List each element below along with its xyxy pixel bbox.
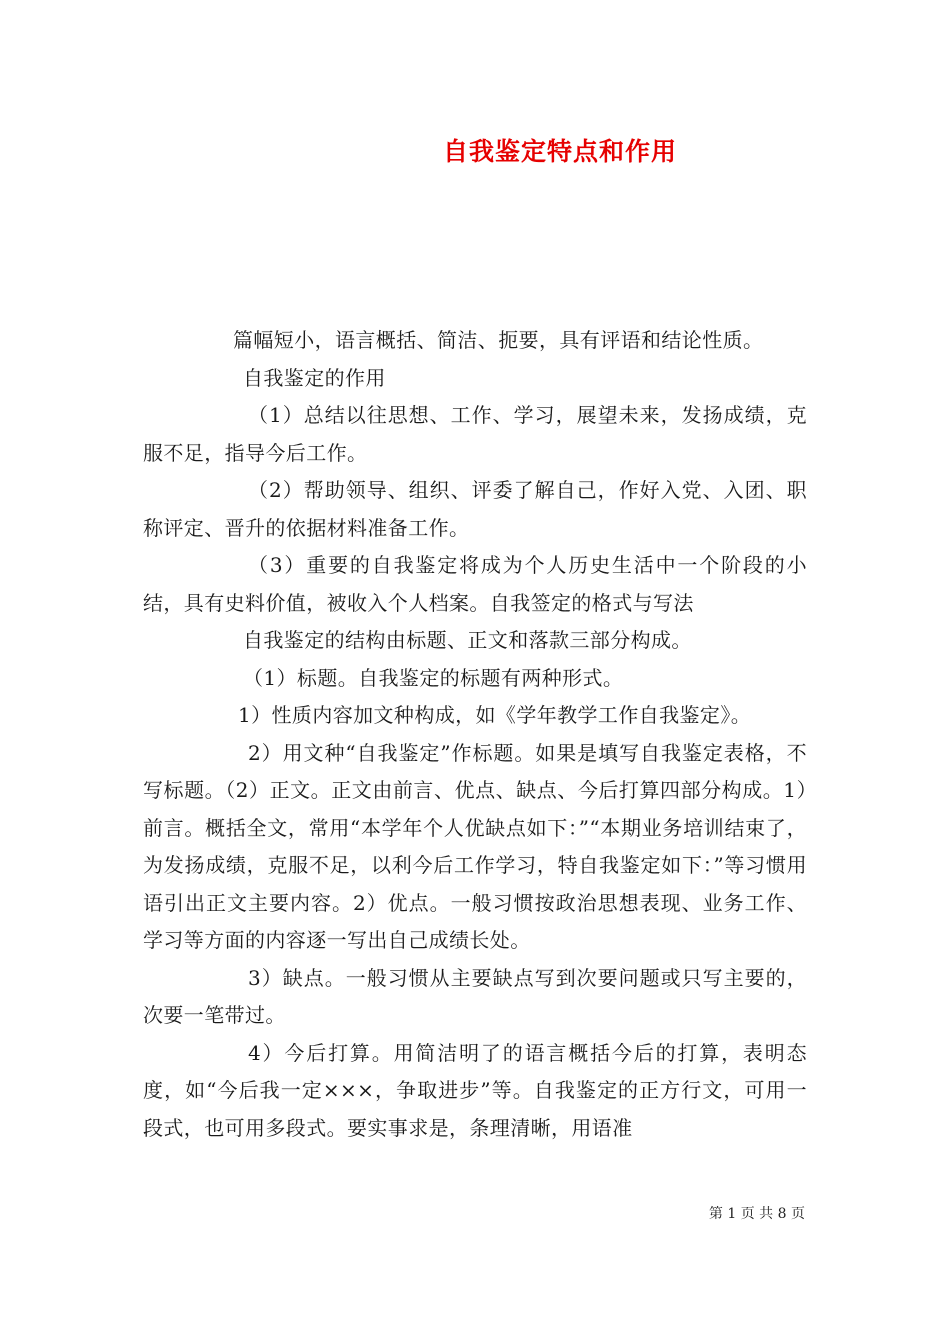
paragraph-future-plans: 4）今后打算。用简洁明了的语言概括今后的打算，表明态度，如“今后我一定×××，争取进步”等。自我鉴定的正方行文，可用一段式，也可用多段式。要实事求是，条理清晰，用语准 xyxy=(143,1040,807,1140)
paragraph-structure: 自我鉴定的结构由标题、正文和落款三部分构成。 xyxy=(243,628,692,652)
paragraph-title-form-1: 1）性质内容加文种构成，如《学年教学工作自我鉴定》。 xyxy=(238,703,752,727)
paragraph-title-form-2: 2）用文种“自我鉴定”作标题。如果是填写自我鉴定表格，不写标题。（2）正文。正文由前言、优点、缺点、今后打算四部分构成。1）前言。概括全文，常用“本学年个人优缺点如下：”“本期业务培训结束了，为发扬成绩，克服不足，以利今后工作学习，特自我鉴定如下：”等习惯用语引出正文主要内容。2）优点。一般习惯按政治思想表现、业务工作、学习等方面的内容逐一写出自己成绩长处。 xyxy=(143,740,807,952)
paragraph-purpose-3: （3）重要的自我鉴定将成为个人历史生活中一个阶段的小结，具有史料价值，被收入个人档案。自我签定的格式与写法 xyxy=(143,553,807,615)
paragraph-purpose-2: （2）帮助领导、组织、评委了解自己，作好入党、入团、职称评定、晋升的依据材料准备工作。 xyxy=(143,478,807,540)
page-number-footer: 第 1 页 共 8 页 xyxy=(708,1206,805,1222)
paragraph-weaknesses: 3）缺点。一般习惯从主要缺点写到次要问题或只写主要的，次要一笔带过。 xyxy=(143,965,807,1027)
paragraph-heading-purpose: 自我鉴定的作用 xyxy=(243,365,386,390)
paragraph-summary: 篇幅短小，语言概括、简洁、扼要，具有评语和结论性质。 xyxy=(233,328,764,352)
document-title: 自我鉴定特点和作用 xyxy=(442,137,677,166)
paragraph-purpose-1: （1）总结以往思想、工作、学习，展望未来，发扬成绩，克服不足，指导今后工作。 xyxy=(143,403,807,465)
document-body xyxy=(143,322,807,1147)
paragraph-title-forms: （1）标题。自我鉴定的标题有两种形式。 xyxy=(243,665,624,690)
